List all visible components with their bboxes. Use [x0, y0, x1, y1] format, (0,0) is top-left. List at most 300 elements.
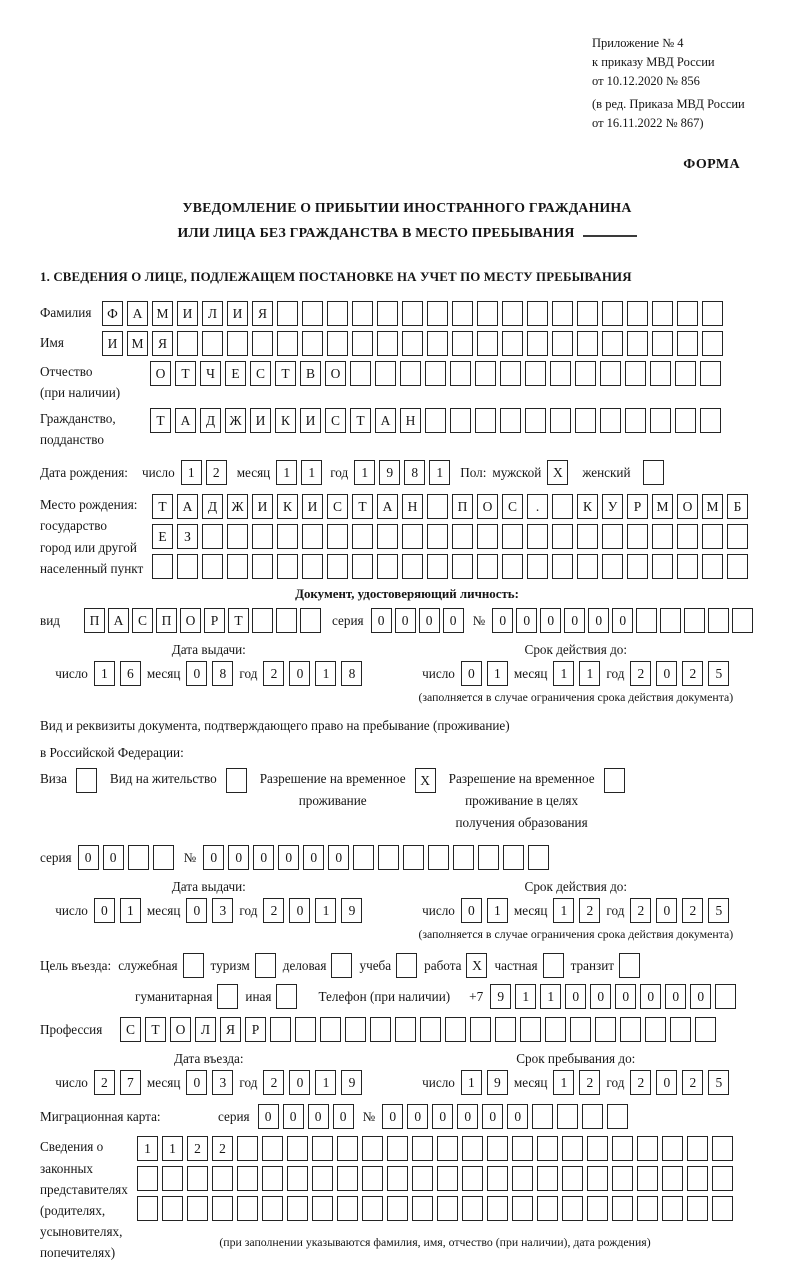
char-cell[interactable] [327, 554, 348, 579]
char-cell[interactable]: 0 [443, 608, 464, 633]
char-cell[interactable] [302, 554, 323, 579]
char-cell[interactable] [402, 524, 423, 549]
char-cell[interactable] [387, 1196, 408, 1221]
char-cell[interactable]: 0 [461, 661, 482, 686]
char-cell[interactable]: У [602, 494, 623, 519]
char-cell[interactable] [687, 1166, 708, 1191]
char-cell[interactable] [477, 524, 498, 549]
char-cell[interactable] [552, 331, 573, 356]
char-cell[interactable] [650, 361, 671, 386]
char-cell[interactable]: К [275, 408, 296, 433]
char-cell[interactable] [637, 1136, 658, 1161]
char-cell[interactable] [600, 408, 621, 433]
char-cell[interactable]: Т [145, 1017, 166, 1042]
char-cell[interactable] [675, 361, 696, 386]
char-cell[interactable]: 0 [461, 898, 482, 923]
char-cell[interactable] [487, 1136, 508, 1161]
char-cell[interactable] [270, 1017, 291, 1042]
char-cell[interactable] [575, 408, 596, 433]
char-cell[interactable] [362, 1166, 383, 1191]
char-cell[interactable]: 9 [487, 1070, 508, 1095]
char-cell[interactable] [715, 984, 736, 1009]
char-cell[interactable] [652, 331, 673, 356]
char-cell[interactable] [520, 1017, 541, 1042]
char-cell[interactable]: 0 [656, 661, 677, 686]
char-cell[interactable] [562, 1136, 583, 1161]
char-cell[interactable] [712, 1166, 733, 1191]
char-cell[interactable] [412, 1166, 433, 1191]
char-cell[interactable]: Ф [102, 301, 123, 326]
char-cell[interactable]: С [502, 494, 523, 519]
char-cell[interactable] [331, 953, 352, 978]
char-cell[interactable] [708, 608, 729, 633]
char-cell[interactable]: 0 [665, 984, 686, 1009]
char-cell[interactable]: П [84, 608, 105, 633]
char-cell[interactable] [677, 554, 698, 579]
char-cell[interactable]: И [250, 408, 271, 433]
char-cell[interactable] [162, 1196, 183, 1221]
char-cell[interactable] [537, 1196, 558, 1221]
char-cell[interactable] [202, 554, 223, 579]
char-cell[interactable] [362, 1136, 383, 1161]
char-cell[interactable] [252, 554, 273, 579]
char-cell[interactable] [702, 554, 723, 579]
char-cell[interactable] [237, 1196, 258, 1221]
char-cell[interactable]: 2 [94, 1070, 115, 1095]
char-cell[interactable]: С [132, 608, 153, 633]
char-cell[interactable] [575, 361, 596, 386]
char-cell[interactable]: 1 [94, 661, 115, 686]
char-cell[interactable]: А [108, 608, 129, 633]
char-cell[interactable] [500, 361, 521, 386]
char-cell[interactable]: 0 [507, 1104, 528, 1129]
char-cell[interactable] [445, 1017, 466, 1042]
char-cell[interactable] [137, 1166, 158, 1191]
char-cell[interactable] [396, 953, 417, 978]
char-cell[interactable] [732, 608, 753, 633]
char-cell[interactable]: А [175, 408, 196, 433]
char-cell[interactable] [577, 331, 598, 356]
char-cell[interactable]: . [527, 494, 548, 519]
char-cell[interactable]: 0 [186, 661, 207, 686]
char-cell[interactable] [477, 331, 498, 356]
char-cell[interactable]: Л [202, 301, 223, 326]
char-cell[interactable] [512, 1196, 533, 1221]
char-cell[interactable] [427, 554, 448, 579]
char-cell[interactable] [562, 1196, 583, 1221]
char-cell[interactable]: 0 [540, 608, 561, 633]
char-cell[interactable]: 2 [682, 661, 703, 686]
char-cell[interactable]: X [415, 768, 436, 793]
char-cell[interactable] [602, 554, 623, 579]
char-cell[interactable]: О [180, 608, 201, 633]
char-cell[interactable] [428, 845, 449, 870]
char-cell[interactable]: 2 [206, 460, 227, 485]
char-cell[interactable] [532, 1104, 553, 1129]
char-cell[interactable] [643, 460, 664, 485]
char-cell[interactable]: Р [204, 608, 225, 633]
char-cell[interactable]: И [300, 408, 321, 433]
char-cell[interactable] [602, 331, 623, 356]
char-cell[interactable] [452, 554, 473, 579]
char-cell[interactable]: 0 [94, 898, 115, 923]
char-cell[interactable] [477, 554, 498, 579]
char-cell[interactable]: 9 [341, 1070, 362, 1095]
char-cell[interactable]: А [127, 301, 148, 326]
char-cell[interactable] [312, 1166, 333, 1191]
char-cell[interactable] [527, 554, 548, 579]
char-cell[interactable] [327, 331, 348, 356]
char-cell[interactable]: И [227, 301, 248, 326]
char-cell[interactable]: 0 [283, 1104, 304, 1129]
char-cell[interactable]: 0 [492, 608, 513, 633]
char-cell[interactable] [277, 524, 298, 549]
char-cell[interactable] [202, 331, 223, 356]
char-cell[interactable] [262, 1166, 283, 1191]
char-cell[interactable] [302, 331, 323, 356]
char-cell[interactable]: Т [350, 408, 371, 433]
char-cell[interactable] [212, 1166, 233, 1191]
char-cell[interactable] [452, 524, 473, 549]
char-cell[interactable]: 1 [540, 984, 561, 1009]
char-cell[interactable] [525, 408, 546, 433]
char-cell[interactable]: 8 [212, 661, 233, 686]
char-cell[interactable] [202, 524, 223, 549]
char-cell[interactable] [627, 301, 648, 326]
char-cell[interactable] [276, 984, 297, 1009]
char-cell[interactable]: 0 [656, 1070, 677, 1095]
char-cell[interactable]: Д [200, 408, 221, 433]
char-cell[interactable] [637, 1166, 658, 1191]
char-cell[interactable]: М [652, 494, 673, 519]
char-cell[interactable] [502, 524, 523, 549]
char-cell[interactable] [550, 361, 571, 386]
char-cell[interactable] [604, 768, 625, 793]
char-cell[interactable] [327, 524, 348, 549]
char-cell[interactable] [625, 408, 646, 433]
char-cell[interactable]: Ч [200, 361, 221, 386]
char-cell[interactable] [662, 1136, 683, 1161]
char-cell[interactable]: 2 [263, 1070, 284, 1095]
char-cell[interactable] [612, 1196, 633, 1221]
char-cell[interactable] [700, 408, 721, 433]
char-cell[interactable] [352, 554, 373, 579]
char-cell[interactable]: 0 [432, 1104, 453, 1129]
char-cell[interactable] [652, 524, 673, 549]
char-cell[interactable] [276, 608, 297, 633]
char-cell[interactable]: 0 [328, 845, 349, 870]
char-cell[interactable]: Ж [227, 494, 248, 519]
char-cell[interactable]: 0 [588, 608, 609, 633]
char-cell[interactable] [277, 331, 298, 356]
char-cell[interactable] [400, 361, 421, 386]
char-cell[interactable] [525, 361, 546, 386]
char-cell[interactable] [677, 331, 698, 356]
char-cell[interactable] [470, 1017, 491, 1042]
char-cell[interactable]: 2 [682, 1070, 703, 1095]
char-cell[interactable] [687, 1136, 708, 1161]
char-cell[interactable] [295, 1017, 316, 1042]
char-cell[interactable] [627, 524, 648, 549]
char-cell[interactable]: 0 [590, 984, 611, 1009]
char-cell[interactable]: О [677, 494, 698, 519]
char-cell[interactable] [252, 331, 273, 356]
char-cell[interactable]: Е [152, 524, 173, 549]
char-cell[interactable] [377, 301, 398, 326]
char-cell[interactable]: 0 [228, 845, 249, 870]
char-cell[interactable]: 3 [212, 898, 233, 923]
char-cell[interactable] [602, 301, 623, 326]
char-cell[interactable] [537, 1136, 558, 1161]
char-cell[interactable] [612, 1136, 633, 1161]
char-cell[interactable]: Т [175, 361, 196, 386]
char-cell[interactable] [427, 301, 448, 326]
char-cell[interactable]: Ж [225, 408, 246, 433]
char-cell[interactable]: 0 [382, 1104, 403, 1129]
char-cell[interactable]: 1 [162, 1136, 183, 1161]
char-cell[interactable] [503, 845, 524, 870]
char-cell[interactable] [227, 331, 248, 356]
char-cell[interactable] [612, 1166, 633, 1191]
char-cell[interactable]: П [156, 608, 177, 633]
char-cell[interactable] [712, 1196, 733, 1221]
char-cell[interactable] [302, 301, 323, 326]
char-cell[interactable] [537, 1166, 558, 1191]
char-cell[interactable] [557, 1104, 578, 1129]
char-cell[interactable]: И [177, 301, 198, 326]
char-cell[interactable] [226, 768, 247, 793]
char-cell[interactable] [412, 1136, 433, 1161]
char-cell[interactable] [650, 408, 671, 433]
char-cell[interactable] [552, 301, 573, 326]
char-cell[interactable] [377, 331, 398, 356]
char-cell[interactable]: 1 [553, 898, 574, 923]
char-cell[interactable] [352, 331, 373, 356]
char-cell[interactable]: 1 [315, 898, 336, 923]
char-cell[interactable] [300, 608, 321, 633]
char-cell[interactable] [212, 1196, 233, 1221]
char-cell[interactable] [620, 1017, 641, 1042]
char-cell[interactable]: 1 [553, 1070, 574, 1095]
char-cell[interactable] [450, 408, 471, 433]
char-cell[interactable]: 7 [120, 1070, 141, 1095]
char-cell[interactable]: К [577, 494, 598, 519]
char-cell[interactable]: Т [228, 608, 249, 633]
char-cell[interactable] [427, 524, 448, 549]
char-cell[interactable]: 0 [419, 608, 440, 633]
char-cell[interactable]: М [152, 301, 173, 326]
char-cell[interactable] [587, 1166, 608, 1191]
char-cell[interactable]: 0 [78, 845, 99, 870]
char-cell[interactable] [277, 554, 298, 579]
char-cell[interactable]: 0 [103, 845, 124, 870]
char-cell[interactable] [227, 524, 248, 549]
char-cell[interactable]: 9 [379, 460, 400, 485]
char-cell[interactable]: 1 [137, 1136, 158, 1161]
char-cell[interactable]: 3 [212, 1070, 233, 1095]
char-cell[interactable] [477, 301, 498, 326]
char-cell[interactable]: Т [352, 494, 373, 519]
char-cell[interactable] [660, 608, 681, 633]
char-cell[interactable] [462, 1166, 483, 1191]
char-cell[interactable] [702, 301, 723, 326]
char-cell[interactable] [727, 524, 748, 549]
char-cell[interactable] [453, 845, 474, 870]
char-cell[interactable] [652, 301, 673, 326]
char-cell[interactable] [162, 1166, 183, 1191]
char-cell[interactable] [183, 953, 204, 978]
char-cell[interactable] [662, 1196, 683, 1221]
char-cell[interactable]: 5 [708, 898, 729, 923]
char-cell[interactable]: П [452, 494, 473, 519]
char-cell[interactable] [487, 1196, 508, 1221]
char-cell[interactable]: 0 [186, 1070, 207, 1095]
char-cell[interactable]: И [252, 494, 273, 519]
char-cell[interactable] [262, 1196, 283, 1221]
char-cell[interactable]: X [466, 953, 487, 978]
char-cell[interactable]: 1 [181, 460, 202, 485]
char-cell[interactable]: 0 [640, 984, 661, 1009]
char-cell[interactable]: 1 [579, 661, 600, 686]
char-cell[interactable] [677, 301, 698, 326]
char-cell[interactable] [425, 408, 446, 433]
char-cell[interactable]: 0 [289, 1070, 310, 1095]
char-cell[interactable] [227, 554, 248, 579]
char-cell[interactable] [395, 1017, 416, 1042]
char-cell[interactable] [427, 494, 448, 519]
char-cell[interactable] [352, 301, 373, 326]
char-cell[interactable] [570, 1017, 591, 1042]
char-cell[interactable] [543, 953, 564, 978]
char-cell[interactable]: 1 [487, 898, 508, 923]
char-cell[interactable] [552, 554, 573, 579]
char-cell[interactable] [595, 1017, 616, 1042]
char-cell[interactable]: 0 [333, 1104, 354, 1129]
char-cell[interactable]: 2 [630, 661, 651, 686]
char-cell[interactable]: 1 [487, 661, 508, 686]
char-cell[interactable] [353, 845, 374, 870]
char-cell[interactable]: 1 [276, 460, 297, 485]
char-cell[interactable] [627, 554, 648, 579]
char-cell[interactable] [577, 554, 598, 579]
char-cell[interactable]: 0 [656, 898, 677, 923]
char-cell[interactable] [625, 361, 646, 386]
char-cell[interactable] [495, 1017, 516, 1042]
char-cell[interactable]: 2 [579, 1070, 600, 1095]
char-cell[interactable] [677, 524, 698, 549]
char-cell[interactable]: 2 [579, 898, 600, 923]
char-cell[interactable] [552, 524, 573, 549]
char-cell[interactable]: 1 [315, 661, 336, 686]
char-cell[interactable] [512, 1136, 533, 1161]
char-cell[interactable] [684, 608, 705, 633]
char-cell[interactable] [153, 845, 174, 870]
char-cell[interactable] [362, 1196, 383, 1221]
char-cell[interactable]: 6 [120, 661, 141, 686]
char-cell[interactable]: С [250, 361, 271, 386]
char-cell[interactable] [437, 1136, 458, 1161]
char-cell[interactable] [527, 301, 548, 326]
char-cell[interactable]: Р [245, 1017, 266, 1042]
char-cell[interactable]: 2 [263, 661, 284, 686]
char-cell[interactable]: В [300, 361, 321, 386]
char-cell[interactable] [337, 1136, 358, 1161]
char-cell[interactable] [237, 1166, 258, 1191]
char-cell[interactable] [378, 845, 399, 870]
char-cell[interactable]: Я [220, 1017, 241, 1042]
char-cell[interactable] [345, 1017, 366, 1042]
char-cell[interactable]: 0 [289, 661, 310, 686]
char-cell[interactable]: Я [252, 301, 273, 326]
char-cell[interactable] [370, 1017, 391, 1042]
char-cell[interactable] [502, 331, 523, 356]
char-cell[interactable] [577, 301, 598, 326]
char-cell[interactable]: А [377, 494, 398, 519]
char-cell[interactable] [337, 1196, 358, 1221]
char-cell[interactable] [619, 953, 640, 978]
char-cell[interactable]: Т [275, 361, 296, 386]
char-cell[interactable] [403, 845, 424, 870]
char-cell[interactable] [452, 331, 473, 356]
char-cell[interactable] [675, 408, 696, 433]
char-cell[interactable]: 0 [564, 608, 585, 633]
char-cell[interactable]: 0 [253, 845, 274, 870]
char-cell[interactable]: Н [400, 408, 421, 433]
char-cell[interactable]: Б [727, 494, 748, 519]
char-cell[interactable]: О [325, 361, 346, 386]
char-cell[interactable] [337, 1166, 358, 1191]
char-cell[interactable]: 0 [278, 845, 299, 870]
char-cell[interactable]: X [547, 460, 568, 485]
char-cell[interactable] [262, 1136, 283, 1161]
char-cell[interactable]: 9 [490, 984, 511, 1009]
char-cell[interactable] [287, 1166, 308, 1191]
char-cell[interactable] [312, 1136, 333, 1161]
char-cell[interactable]: 0 [308, 1104, 329, 1129]
char-cell[interactable] [712, 1136, 733, 1161]
char-cell[interactable]: 0 [203, 845, 224, 870]
char-cell[interactable]: О [170, 1017, 191, 1042]
char-cell[interactable] [502, 554, 523, 579]
char-cell[interactable] [527, 331, 548, 356]
char-cell[interactable] [500, 408, 521, 433]
char-cell[interactable] [637, 1196, 658, 1221]
char-cell[interactable] [402, 331, 423, 356]
char-cell[interactable] [545, 1017, 566, 1042]
char-cell[interactable] [137, 1196, 158, 1221]
char-cell[interactable]: 0 [258, 1104, 279, 1129]
char-cell[interactable]: Р [627, 494, 648, 519]
char-cell[interactable]: 0 [395, 608, 416, 633]
char-cell[interactable]: 1 [120, 898, 141, 923]
char-cell[interactable] [252, 608, 273, 633]
char-cell[interactable]: 0 [612, 608, 633, 633]
char-cell[interactable] [582, 1104, 603, 1129]
char-cell[interactable]: 2 [212, 1136, 233, 1161]
char-cell[interactable]: 2 [682, 898, 703, 923]
char-cell[interactable]: И [102, 331, 123, 356]
char-cell[interactable] [425, 361, 446, 386]
char-cell[interactable] [402, 554, 423, 579]
char-cell[interactable]: М [702, 494, 723, 519]
char-cell[interactable]: Т [152, 494, 173, 519]
char-cell[interactable] [312, 1196, 333, 1221]
char-cell[interactable]: 5 [708, 1070, 729, 1095]
char-cell[interactable] [552, 494, 573, 519]
char-cell[interactable] [695, 1017, 716, 1042]
char-cell[interactable] [187, 1196, 208, 1221]
char-cell[interactable]: М [127, 331, 148, 356]
